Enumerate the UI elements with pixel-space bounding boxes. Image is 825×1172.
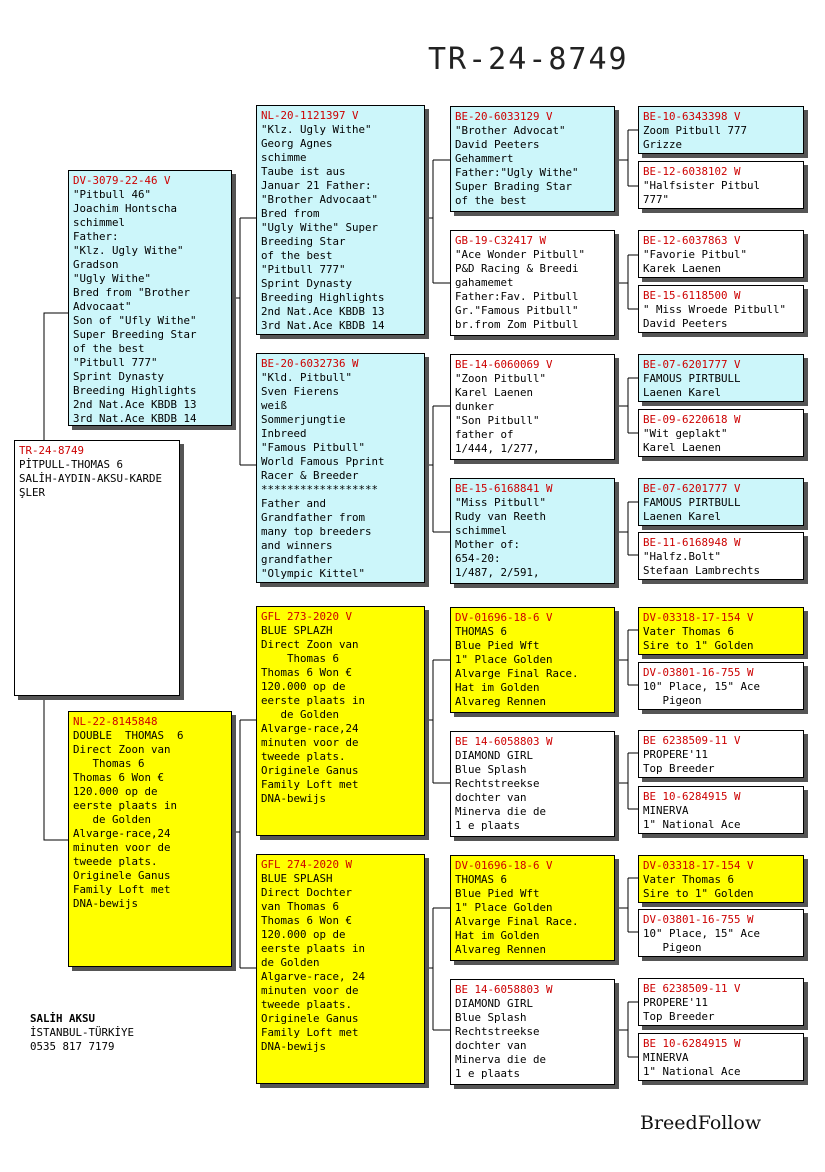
bird-details: THOMAS 6 Blue Pied Wft 1" Place Golden Alvarge Final Race. Hat im Golden Alvareg Rennen [455, 873, 579, 956]
ring-number: DV-3079-22-46 V [73, 174, 171, 187]
grandparent-card [256, 854, 425, 1084]
ancestor-card [638, 106, 804, 154]
ring-number: BE-07-6201777 V [643, 482, 741, 495]
great-grandparent-card [450, 607, 615, 713]
ancestor-card [638, 662, 804, 710]
bird-details: "Klz. Ugly Withe" Georg Agnes schimme Taube ist aus Januar 21 Father: "Brother Advocaat" Bred from "Ugly Withe" Super Breeding Star of the best "Pitbull 777" Sprint Dynasty Breeding Highlights 2nd Nat.Ace KBDB 13 3rd Nat.Ace KBDB 14 [261, 123, 385, 332]
bird-details: "Favorie Pitbul" Karek Laenen [643, 248, 748, 275]
sire-card [68, 170, 232, 426]
ring-number: BE-12-6038102 W [643, 165, 741, 178]
owner-name: SALİH AKSU [30, 1012, 96, 1025]
ring-number: BE 14-6058803 W [455, 983, 553, 996]
bird-details: Vater Thomas 6 Sire to 1" Golden [643, 873, 754, 900]
bird-details: PROPERE'11 Top Breeder [643, 996, 715, 1023]
owner-city: İSTANBUL-TÜRKİYE [30, 1026, 135, 1039]
ring-number: NL-20-1121397 V [261, 109, 359, 122]
bird-details: 10" Place, 15" Ace Pigeon [643, 680, 761, 707]
great-grandparent-card [450, 230, 615, 336]
bird-details: DIAMOND GIRL Blue Splash Rechtstreekse dochter van Minerva die de 1 e plaats [455, 997, 547, 1080]
page-title: TR-24-8749 [428, 42, 629, 77]
ring-number: DV-03801-16-755 W [643, 913, 754, 926]
ancestor-card [638, 786, 804, 834]
ancestor-card [638, 532, 804, 580]
bird-details: DOUBLE THOMAS 6 Direct Zoon van Thomas 6 Thomas 6 Won € 120.000 op de eerste plaats in de Golden Alvarge-race,24 minuten voor de tweede plats. Originele Ganus Family Loft met DNA-bewijs [73, 729, 184, 910]
owner-info [30, 1012, 134, 1054]
bird-details: PROPERE'11 Top Breeder [643, 748, 715, 775]
subject-card [14, 440, 180, 696]
grandparent-card [256, 606, 425, 836]
grandparent-card [256, 353, 425, 583]
bird-details: 10" Place, 15" Ace Pigeon [643, 927, 761, 954]
bird-details: PİTPULL-THOMAS 6 SALİH-AYDIN-AKSU-KARDE ŞLER [19, 458, 163, 499]
bird-details: BLUE SPLAZH Direct Zoon van Thomas 6 Thomas 6 Won € 120.000 op de eerste plaats in de Golden Alvarge-race,24 minuten voor de tweede plats. Originele Ganus Family Loft met DNA-bewijs [261, 624, 366, 805]
great-grandparent-card [450, 478, 615, 584]
ring-number: BE-12-6037863 V [643, 234, 741, 247]
ring-number: BE 10-6284915 W [643, 1037, 741, 1050]
ancestor-card [638, 855, 804, 903]
ancestor-card [638, 730, 804, 778]
ancestor-card [638, 285, 804, 333]
great-grandparent-card [450, 354, 615, 460]
ring-number: BE-15-6168841 W [455, 482, 553, 495]
bird-details: THOMAS 6 Blue Pied Wft 1" Place Golden Alvarge Final Race. Hat im Golden Alvareg Rennen [455, 625, 579, 708]
bird-details: "Ace Wonder Pitbull" P&D Racing & Breedi gahamemet Father:Fav. Pitbull Gr."Famous Pitbull" br.from Zom Pitbull [455, 248, 586, 331]
bird-details: "Pitbull 46" Joachim Hontscha schimmel Father: "Klz. Ugly Withe" Gradson "Ugly Withe" Bred from "Brother Advocaat" Son of "Ufly Withe" Super Breeding Star of the best "Pitbull 777" Sprint Dynasty Breeding Highlights 2nd Nat.Ace KBDB 13 3rd Nat.Ace KBDB 14 [73, 188, 197, 425]
ring-number: DV-01696-18-6 V [455, 611, 553, 624]
ancestor-card [638, 161, 804, 209]
grandparent-card [256, 105, 425, 335]
great-grandparent-card [450, 106, 615, 212]
bird-details: "Zoon Pitbull" Karel Laenen dunker "Son Pitbull" father of 1/444, 1/277, [455, 372, 547, 455]
ancestor-card [638, 909, 804, 957]
ring-number: BE 10-6284915 W [643, 790, 741, 803]
ring-number: BE-20-6033129 V [455, 110, 553, 123]
ring-number: GB-19-C32417 W [455, 234, 547, 247]
bird-details: MINERVA 1" National Ace [643, 804, 741, 831]
great-grandparent-card [450, 855, 615, 961]
bird-details: Zoom Pitbull 777 Grizze [643, 124, 748, 151]
bird-details: "Halfz.Bolt" Stefaan Lambrechts [643, 550, 761, 577]
ring-number: BE-20-6032736 W [261, 357, 359, 370]
ring-number: BE 6238509-11 V [643, 982, 741, 995]
brand-logo: BreedFollow [640, 1112, 762, 1134]
ancestor-card [638, 607, 804, 655]
ring-number: DV-03318-17-154 V [643, 611, 754, 624]
bird-details: "Brother Advocat" David Peeters Gehammert Father:"Ugly Withe" Super Brading Star of the best [455, 124, 579, 207]
ring-number: DV-03318-17-154 V [643, 859, 754, 872]
bird-details: " Miss Wroede Pitbull" David Peeters [643, 303, 787, 330]
ring-number: NL-22-8145848 [73, 715, 158, 728]
ring-number: BE 14-6058803 W [455, 735, 553, 748]
ring-number: BE-15-6118500 W [643, 289, 741, 302]
bird-details: "Kld. Pitbull" Sven Fierens weiß Sommerjungtie Inbreed "Famous Pitbull" World Famous Pprint Racer & Breeder ****************** Father and Grandfather from many top breeders and winners grandfather "Olympic Kittel" [261, 371, 385, 580]
ancestor-card [638, 1033, 804, 1081]
ring-number: BE-07-6201777 V [643, 358, 741, 371]
bird-details: FAMOUS PIRTBULL Laenen Karel [643, 372, 741, 399]
ancestor-card [638, 354, 804, 402]
dam-card [68, 711, 232, 967]
ring-number: BE 6238509-11 V [643, 734, 741, 747]
ring-number: BE-10-6343398 V [643, 110, 741, 123]
ancestor-card [638, 478, 804, 526]
ring-number: TR-24-8749 [19, 444, 85, 457]
bird-details: "Halfsister Pitbul 777" [643, 179, 761, 206]
ring-number: GFL 274-2020 W [261, 858, 353, 871]
owner-phone: 0535 817 7179 [30, 1040, 115, 1053]
bird-details: BLUE SPLASH Direct Dochter van Thomas 6 Thomas 6 Won € 120.000 op de eerste plaats in de Golden Algarve-race, 24 minuten voor de tweede plaats. Originele Ganus Family Loft met DNA-bewijs [261, 872, 366, 1053]
bird-details: "Miss Pitbull" Rudy van Reeth schimmel Mother of: 654-20: 1/487, 2/591, [455, 496, 547, 579]
ring-number: BE-11-6168948 W [643, 536, 741, 549]
bird-details: Vater Thomas 6 Sire to 1" Golden [643, 625, 754, 652]
great-grandparent-card [450, 731, 615, 837]
bird-details: "Wit geplakt" Karel Laenen [643, 427, 728, 454]
ancestor-card [638, 978, 804, 1026]
ring-number: DV-01696-18-6 V [455, 859, 553, 872]
bird-details: FAMOUS PIRTBULL Laenen Karel [643, 496, 741, 523]
ring-number: DV-03801-16-755 W [643, 666, 754, 679]
ancestor-card [638, 230, 804, 278]
ring-number: BE-14-6060069 V [455, 358, 553, 371]
ring-number: GFL 273-2020 V [261, 610, 353, 623]
bird-details: MINERVA 1" National Ace [643, 1051, 741, 1078]
great-grandparent-card [450, 979, 615, 1085]
ancestor-card [638, 409, 804, 457]
bird-details: DIAMOND GIRL Blue Splash Rechtstreekse dochter van Minerva die de 1 e plaats [455, 749, 547, 832]
ring-number: BE-09-6220618 W [643, 413, 741, 426]
